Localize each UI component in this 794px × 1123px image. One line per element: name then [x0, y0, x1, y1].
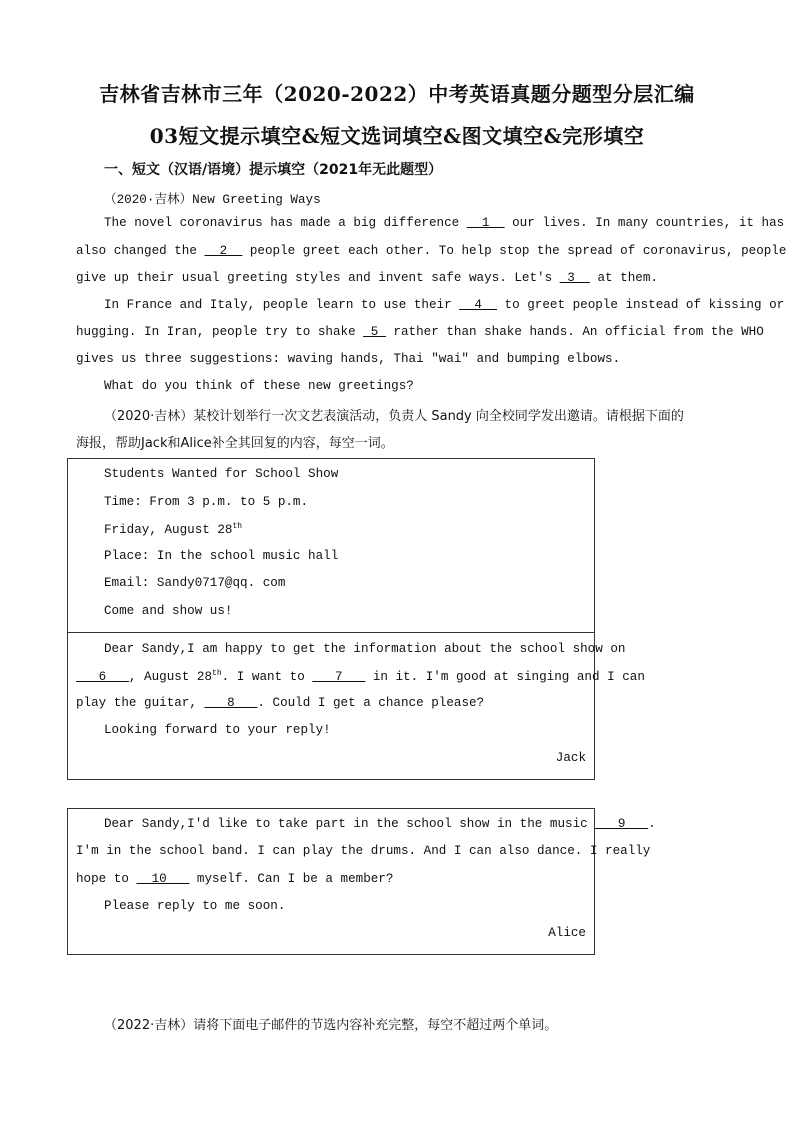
blank-6[interactable]: ___6___	[76, 670, 129, 685]
q2-intro-line2: 海报，帮助Jack和Alice补全其回复的内容，每空一词。	[76, 436, 394, 451]
poster-call-to-action: Come and show us!	[104, 604, 233, 618]
blank-8[interactable]: ___8___	[204, 696, 258, 710]
blank-1[interactable]: __1__	[466, 216, 505, 230]
alice-line4: Please reply to me soon.	[104, 899, 286, 913]
q1-p3: What do you think of these new greetings?	[104, 379, 414, 393]
q1-p1-line1: The novel coronavirus has made a big difference __1__ our lives. In many countries, it has	[104, 216, 785, 230]
poster-date: Friday, August 28th	[104, 522, 243, 538]
jack-line3: play the guitar, ___8___. Could I get a chance please?	[76, 696, 485, 710]
alice-line3: hope to __10___ myself. Can I be a member?	[76, 872, 394, 886]
blank-7[interactable]: ___7___	[312, 670, 366, 685]
box-divider	[67, 632, 595, 633]
blank-4[interactable]: __4__	[459, 298, 497, 312]
title-line-2: 03短文提示填空&短文选词填空&图文填空&完形填空	[149, 124, 645, 148]
q1-p1-line2: also changed the __2__ people greet each other. To help stop the spread of coronavirus, people	[76, 244, 787, 258]
blank-2[interactable]: __2__	[204, 244, 243, 258]
title-line-1: 吉林省吉林市三年（2020-2022）中考英语真题分题型分层汇编	[99, 82, 695, 106]
jack-line2: ___6___, August 28th. I want to ___7___ in it. I'm good at singing and I can	[76, 669, 645, 685]
poster-email: Email: Sandy0717@qq. com	[104, 576, 286, 590]
section-1-heading: 一、短文（汉语/语境）提示填空（2021年无此题型）	[104, 162, 443, 178]
blank-9[interactable]: ___9___	[595, 817, 649, 831]
q1-p2-line1: In France and Italy, people learn to use their __4__ to greet people instead of kissing or	[104, 298, 785, 312]
q3-intro: （2022·吉林）请将下面电子邮件的节选内容补充完整，每空不超过两个单词。	[104, 1018, 558, 1033]
q1-p1-line3: give up their usual greeting styles and invent safe ways. Let's _3__ at them.	[76, 271, 658, 285]
alice-signature: Alice	[548, 926, 586, 940]
blank-10[interactable]: __10___	[136, 872, 190, 886]
q1-p2-line3: gives us three suggestions: waving hands, Thai "wai" and bumping elbows.	[76, 352, 621, 366]
blank-3[interactable]: _3__	[559, 271, 590, 285]
q1-source: （2020·吉林）New Greeting Ways	[104, 193, 321, 207]
q1-p2-line2: hugging. In Iran, people try to shake _5_ rather than shake hands. An official from the WHO	[76, 325, 764, 339]
poster-place: Place: In the school music hall	[104, 549, 339, 563]
jack-line1: Dear Sandy,I am happy to get the information about the school show on	[104, 642, 626, 656]
blank-5[interactable]: _5_	[363, 325, 386, 339]
q2-intro-line1: （2020·吉林）某校计划举行一次文艺表演活动，负责人 Sandy 向全校同学发出邀请。请根据下面的	[104, 409, 684, 424]
poster-time: Time: From 3 p.m. to 5 p.m.	[104, 495, 309, 509]
jack-line4: Looking forward to your reply!	[104, 723, 331, 737]
alice-line1: Dear Sandy,I'd like to take part in the school show in the music ___9___.	[104, 817, 656, 831]
alice-line2: I'm in the school band. I can play the drums. And I can also dance. I really	[76, 844, 651, 858]
poster-title: Students Wanted for School Show	[104, 467, 339, 481]
jack-signature: Jack	[555, 751, 586, 765]
